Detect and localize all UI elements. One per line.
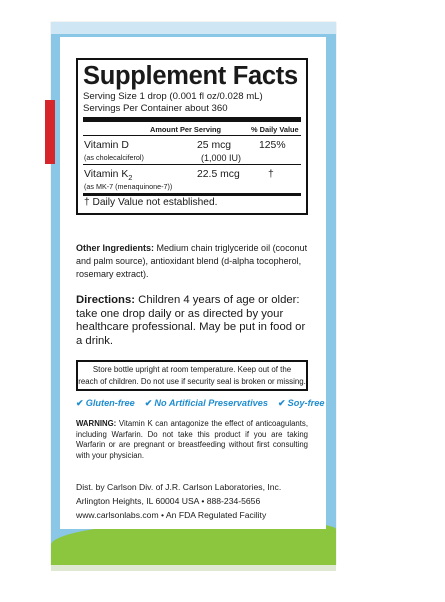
red-label-stripe: [45, 100, 55, 164]
daily-value-header: % Daily Value: [251, 125, 299, 134]
nutrient-daily-value: †: [268, 169, 274, 180]
checkmark-icon: ✔: [277, 398, 286, 408]
amount-per-serving-header: Amount Per Serving: [150, 125, 222, 134]
distributor-line-1: Dist. by Carlson Div. of J.R. Carlson Laboratories, Inc.: [76, 482, 282, 492]
claim-gluten-free: [76, 398, 140, 408]
supplement-facts-title: Supplement Facts: [83, 62, 298, 90]
box-top-edge: [51, 22, 336, 34]
nutrient-source: (as cholecalciferol): [84, 153, 144, 162]
directions-text: Children 4 years of age or older: take one drop daily or as directed by your healthcare professional. May be put in food or a drink.: [76, 294, 306, 347]
other-ingredients-text: Medium chain triglyceride oil (coconut and palm source), antioxidant blend (d-alpha tocopherol, rosemary extract).: [76, 243, 308, 280]
claim-no-preservatives: [145, 398, 273, 408]
nutrient-daily-value: 125%: [259, 140, 286, 151]
nutrient-name: [84, 169, 132, 182]
checkmark-icon: ✔: [144, 398, 153, 408]
other-ingredients: [76, 242, 312, 282]
label-panel: [60, 37, 326, 529]
storage-line-1: Store bottle upright at room temperature. Keep out of the: [92, 365, 292, 374]
nutrient-amount: 25 mcg: [197, 140, 232, 151]
distributor-line-3: www.carlsonlabs.com • An FDA Regulated Facility: [76, 509, 267, 520]
nutrient-source: (as MK-7 (menaquinone-7)): [84, 182, 173, 191]
box-bottom-edge: [51, 565, 336, 571]
nutrient-row-vitamin-k2: [83, 165, 301, 193]
nutrient-amount-iu: (1,000 IU): [201, 153, 242, 163]
product-claims: [76, 398, 325, 409]
warning-body: Vitamin K can antagonize the effect of anticoagulants, including Warfarin. Do not take this product if you are taking Warfarin or are pregnant or breastfeeding without first consulting with your physician.: [76, 419, 308, 460]
claim-text: Gluten-free: [85, 398, 135, 408]
storage-instructions-box: [76, 360, 308, 391]
distributor-line-2: Arlington Heights, IL 60004 USA • 888-234-5656: [76, 495, 261, 506]
servings-per-container: Servings Per Container about 360: [83, 103, 228, 114]
storage-line-2: reach of children. Do not use if security seal is broken or missing.: [78, 376, 306, 386]
claim-text: No Artificial Preservatives: [154, 398, 268, 408]
nutrient-row-vitamin-d: [83, 136, 301, 164]
nutrient-name-subscript: 2: [128, 173, 133, 183]
other-ingredients-label: Other Ingredients:: [76, 243, 155, 253]
serving-size: Serving Size 1 drop (0.001 fl oz/0.028 mL): [83, 91, 263, 102]
nutrient-name: Vitamin D: [84, 140, 129, 151]
facts-header-row: [83, 122, 301, 136]
warning-text: [76, 419, 308, 461]
nutrient-name-main: Vitamin K: [84, 169, 129, 180]
nutrient-amount: 22.5 mcg: [197, 169, 240, 180]
directions: [76, 294, 310, 348]
claim-text: Soy-free: [287, 398, 325, 408]
checkmark-icon: ✔: [76, 398, 84, 408]
directions-label: Directions:: [76, 294, 136, 306]
daily-value-footnote: † Daily Value not established.: [84, 197, 218, 208]
supplement-facts-panel: [76, 58, 308, 215]
warning-label: WARNING:: [76, 419, 117, 428]
claim-soy-free: [278, 398, 329, 408]
distributor-info: [76, 481, 308, 522]
